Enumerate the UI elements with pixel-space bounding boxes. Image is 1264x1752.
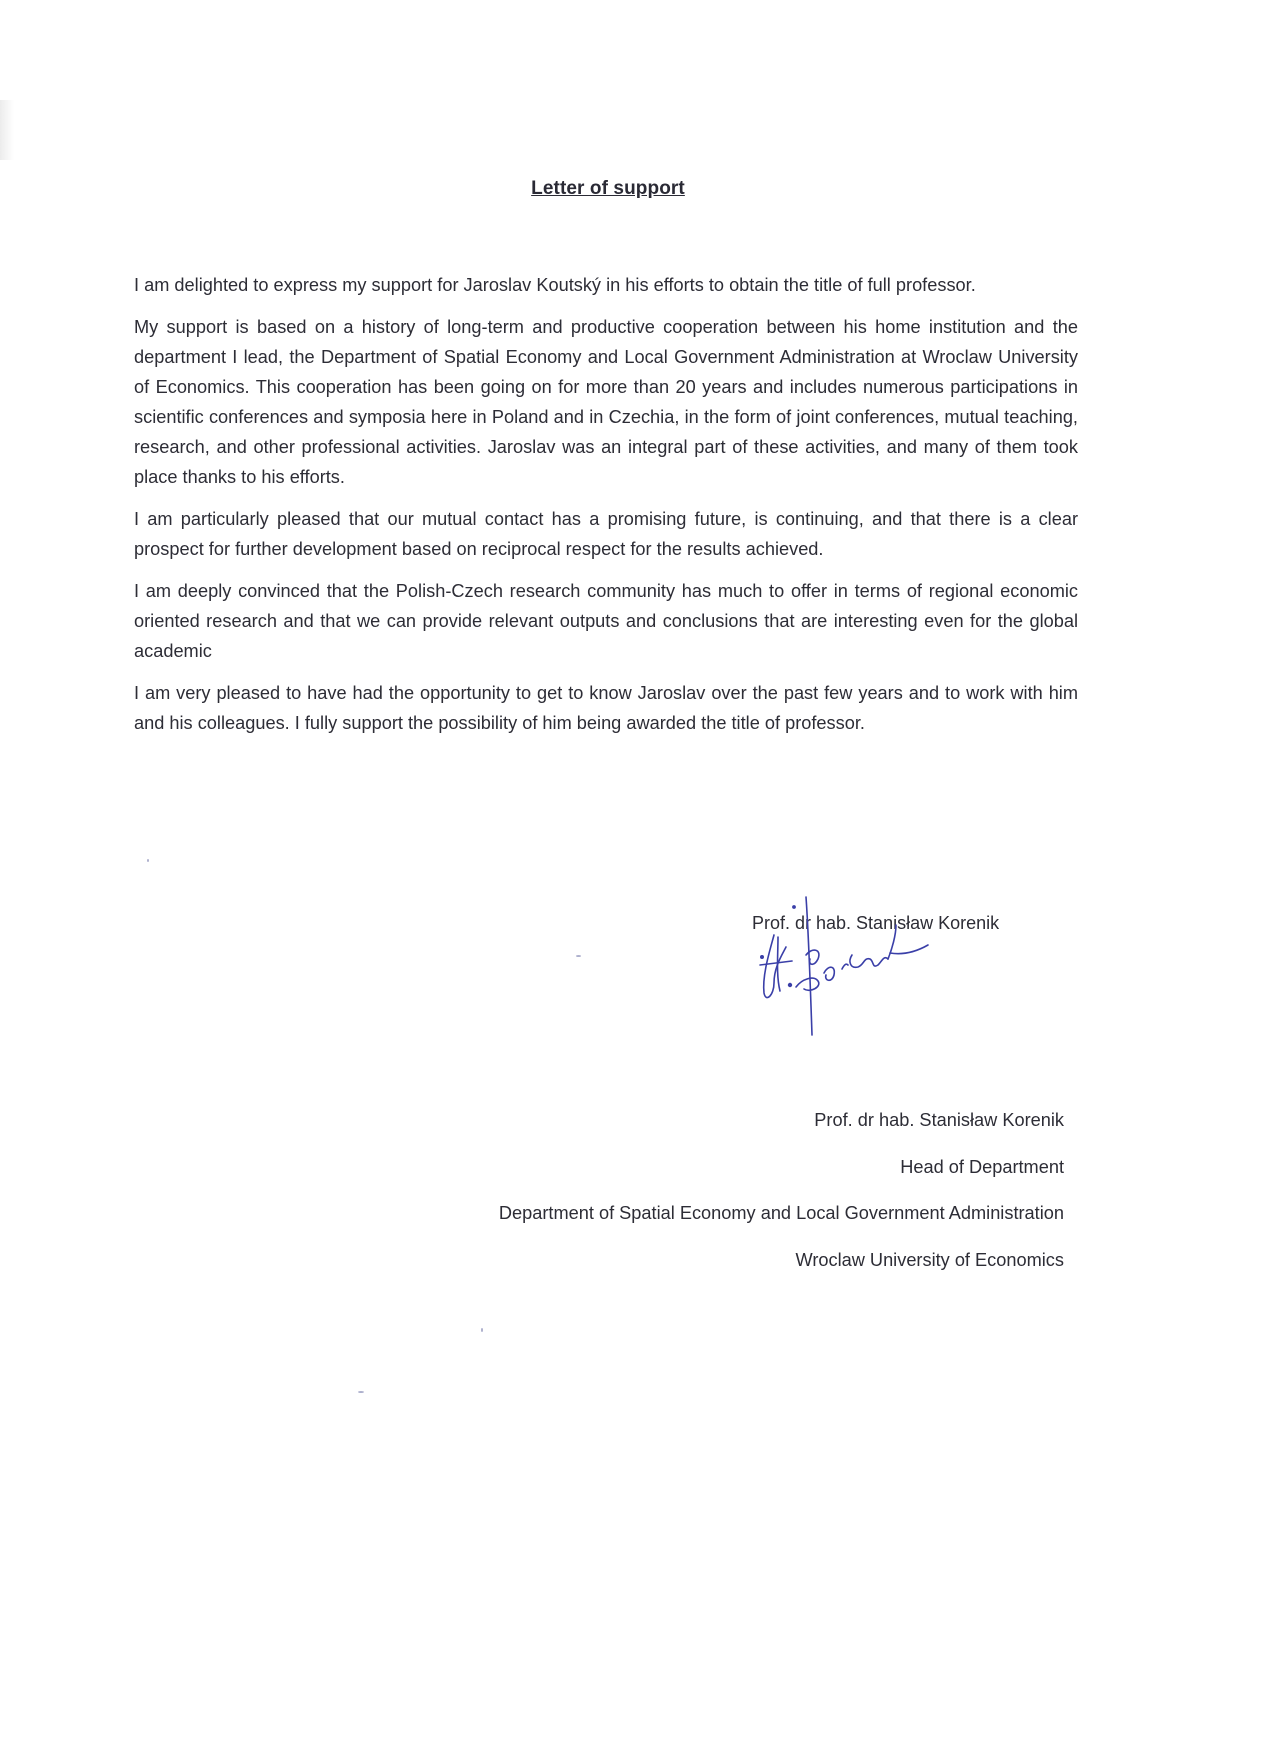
letter-title: Letter of support (531, 178, 685, 199)
signature-printed-name: Prof. dr hab. Stanisław Korenik (752, 913, 1000, 933)
paragraph-3: I am particularly pleased that our mutual contact has a promising future, is continuing, and that there is a clear prospect for further development based on reciprocal respect for the results achieved. (134, 509, 1078, 559)
closing-university: Wroclaw University of Economics (795, 1249, 1064, 1270)
paragraph-2: My support is based on a history of long-term and productive cooperation between his home institution and the department I lead, the Department of Spatial Economy and Local Government Administration at Wroclaw University of Economics. This cooperation has been going on for more than 20 years and includes numerous participations in scientific conferences and symposia here in Poland and in Czechia, in the form of joint conferences, mutual teaching, research, and other professional activities. Jaroslav was an integral part of these activities, and many of them took place thanks to his efforts. (134, 317, 1078, 487)
closing-block (499, 1105, 1064, 1291)
paragraph-1: I am delighted to express my support for Jaroslav Koutský in his efforts to obtain the title of full professor. (134, 275, 976, 295)
scan-shadow (0, 100, 14, 160)
scan-speck (481, 1328, 483, 1332)
closing-name: Prof. dr hab. Stanisław Korenik (814, 1110, 1064, 1130)
scan-speck (358, 1391, 364, 1393)
scan-speck (147, 859, 149, 862)
closing-department: Department of Spatial Economy and Local Government Administration (498, 1203, 1064, 1223)
paragraph-5: I am very pleased to have had the opportunity to get to know Jaroslav over the past few years and to work with him and his colleagues. I fully support the possibility of him being awarded the title of professor. (134, 683, 1078, 733)
scan-speck (576, 955, 581, 957)
letter-body (134, 270, 1078, 750)
paragraph-4: I am deeply convinced that the Polish-Czech research community has much to offer in terms of regional economic oriented research and that we can provide relevant outputs and conclusions that are interesting even for the global academic (134, 581, 1078, 661)
closing-position: Head of Department (900, 1156, 1064, 1177)
